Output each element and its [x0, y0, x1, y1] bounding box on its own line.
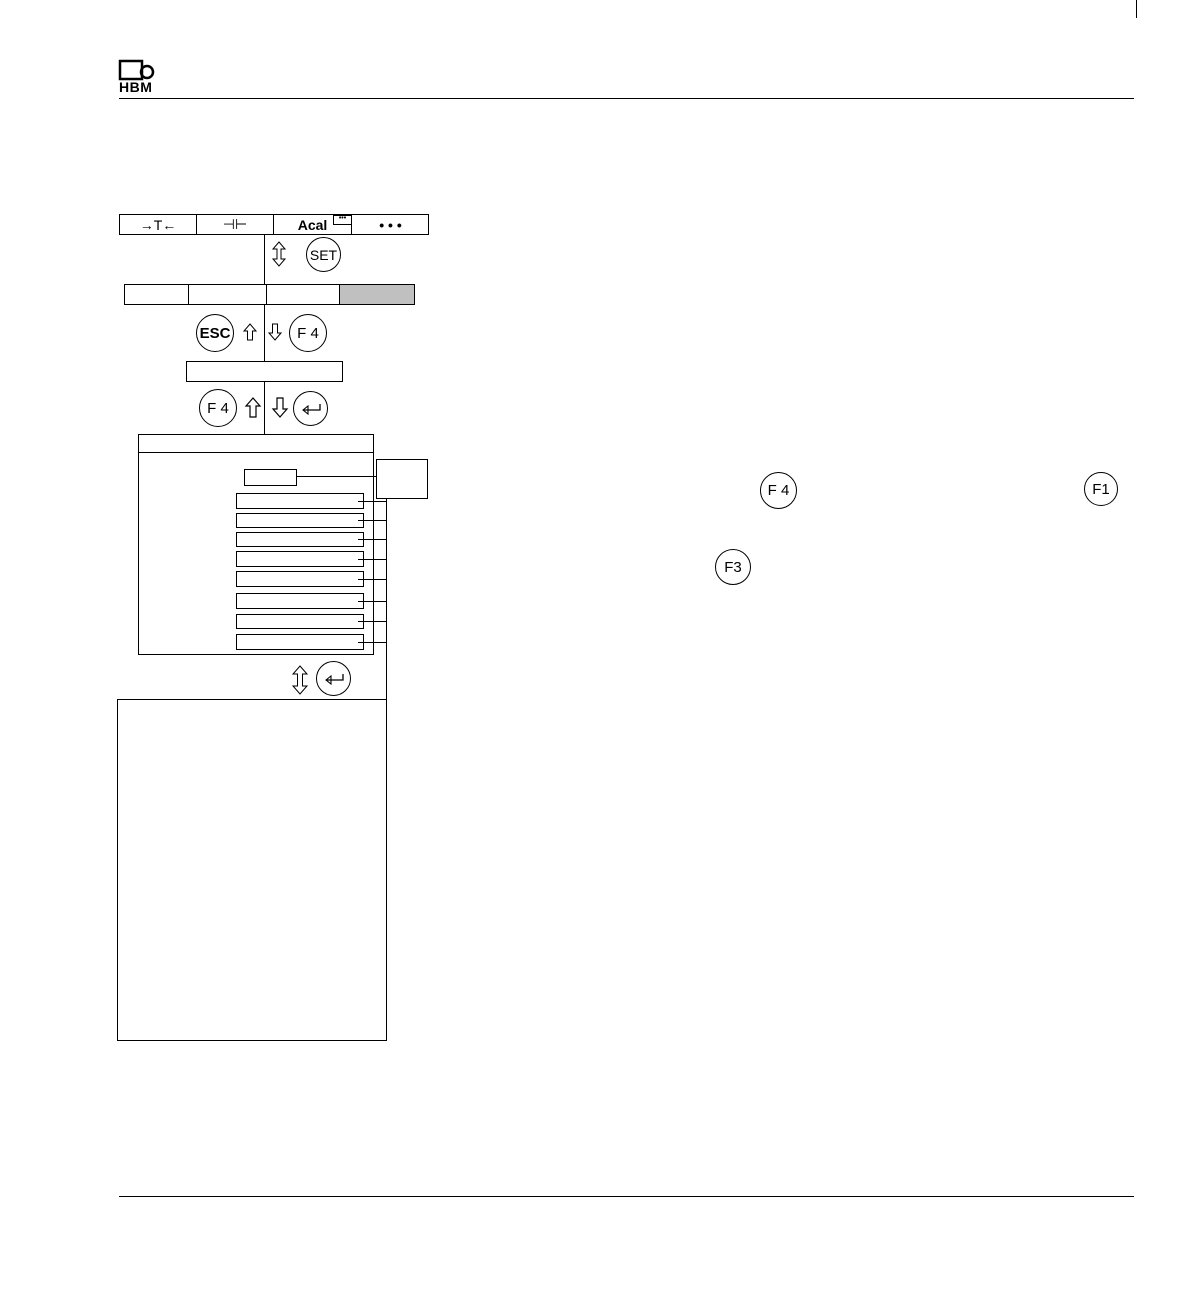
softkey-bar	[119, 214, 429, 235]
tab-4-selected[interactable]	[340, 285, 414, 304]
f4-key-2[interactable]: F 4	[199, 389, 237, 427]
f1-inline-key: F1	[1084, 472, 1118, 506]
logo-text: HBM	[119, 79, 153, 95]
f4-inline-key: F 4	[760, 472, 797, 509]
tab-1[interactable]	[125, 285, 189, 304]
tab-3[interactable]	[267, 285, 340, 304]
field-connector-6	[358, 601, 386, 602]
param-field-1[interactable]	[236, 493, 364, 509]
field-connector-5	[358, 579, 386, 580]
up-arrow-icon	[243, 323, 257, 341]
down-arrow-icon-2	[272, 397, 288, 418]
callout-box	[376, 459, 428, 499]
field-connector-8	[358, 642, 386, 643]
set-key[interactable]: SET	[306, 237, 341, 272]
field-connector-7	[358, 621, 386, 622]
hbm-logo	[119, 60, 155, 94]
param-field-2[interactable]	[236, 513, 364, 528]
menu-field[interactable]	[186, 361, 343, 382]
param-field-4[interactable]	[236, 551, 364, 567]
corner-tick	[1136, 0, 1137, 18]
enter-key-2[interactable]	[316, 661, 351, 696]
connector-bus	[386, 499, 387, 705]
more-key[interactable]: • • •	[379, 216, 402, 233]
zero-key[interactable]: ⊣⊢	[197, 215, 274, 234]
field-connector-3	[358, 539, 386, 540]
field-connector-4	[358, 559, 386, 560]
param-field-7[interactable]	[236, 614, 364, 629]
down-arrow-icon	[268, 323, 282, 341]
enter-icon-2	[323, 673, 345, 685]
tare-key[interactable]: →T←	[120, 215, 197, 234]
connector-2	[264, 305, 265, 361]
small-value-field[interactable]	[244, 469, 297, 486]
field-connector-2	[358, 520, 386, 521]
esc-key[interactable]: ESC	[196, 314, 234, 352]
hbm-logo-mark-icon	[119, 60, 155, 80]
small-field-connector	[297, 476, 376, 477]
footer-rule	[119, 1196, 1134, 1197]
up-arrow-icon-2	[245, 397, 261, 418]
header-rule	[119, 98, 1134, 99]
field-connector-1	[358, 501, 386, 502]
detail-panel	[117, 699, 387, 1041]
dialog-title-rule	[138, 452, 374, 453]
updown-arrow-icon	[271, 241, 287, 267]
f3-inline-key: F3	[715, 549, 751, 585]
param-field-8[interactable]	[236, 634, 364, 650]
connector-3	[264, 382, 265, 434]
updown-arrow-icon-2	[292, 665, 308, 695]
tab-row	[124, 284, 415, 305]
acal-dots-icon: •••	[333, 215, 352, 225]
acal-key[interactable]	[274, 215, 352, 234]
param-field-3[interactable]	[236, 532, 364, 547]
enter-key[interactable]	[293, 391, 328, 426]
acal-label: Acal	[297, 216, 328, 233]
f4-key[interactable]: F 4	[289, 314, 327, 352]
connector-1	[264, 235, 265, 284]
param-field-5[interactable]	[236, 571, 364, 587]
param-field-6[interactable]	[236, 593, 364, 609]
enter-icon	[300, 403, 322, 415]
tab-2[interactable]	[189, 285, 267, 304]
